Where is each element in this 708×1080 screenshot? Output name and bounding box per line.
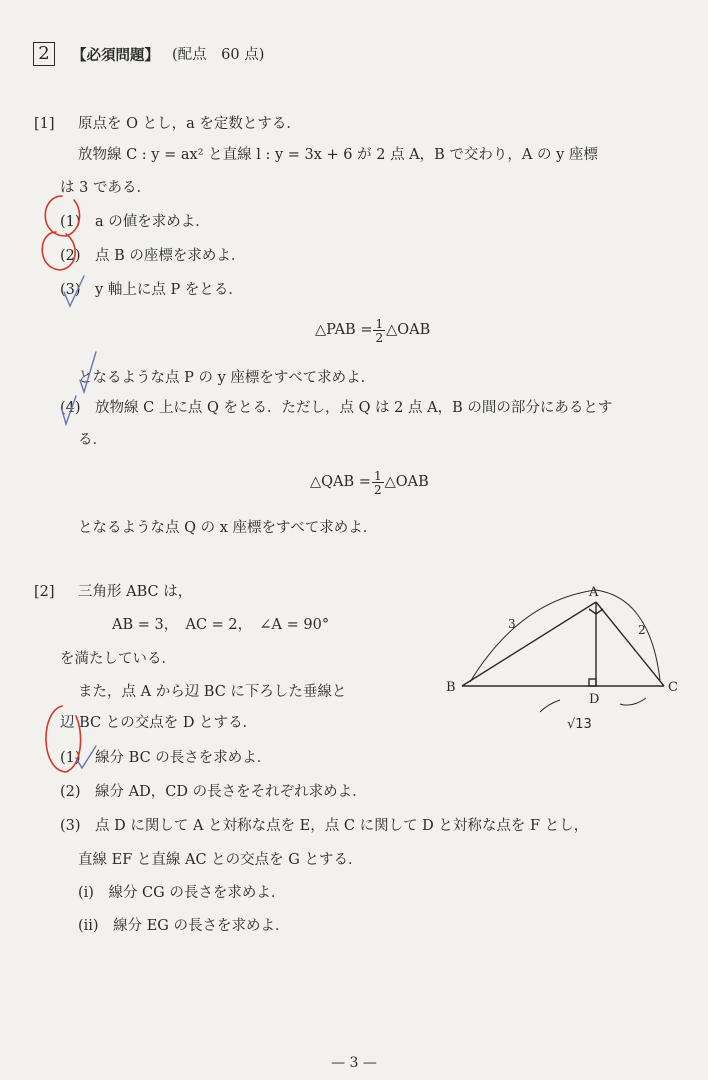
part2-qi: (i) 線分 CG の長さを求めよ．: [78, 885, 286, 901]
part2-qii: (ii) 線分 EG の長さを求めよ．: [78, 918, 290, 934]
part1-q3: (3) y 軸上に点 P をとる．: [60, 282, 243, 298]
check-mark-q3-tail: [80, 352, 96, 392]
part1-q4-line2: る．: [78, 432, 107, 448]
handwritten-sqrt13: √13: [567, 717, 592, 732]
label-c: C: [668, 680, 678, 695]
part1-intro3: は 3 である．: [60, 180, 151, 196]
red-circle-q2: [42, 232, 75, 270]
part2-intro3: また，点 A から辺 BC に下ろした垂線と: [78, 684, 347, 700]
eq3-denominator: 2: [375, 331, 384, 345]
check-mark-q3: [64, 276, 84, 306]
part2-q1: (1) 線分 BC の長さを求めよ．: [60, 750, 272, 766]
part1-q1: (1) a の値を求めよ．: [60, 214, 210, 230]
part1-intro2: 放物線 C : y = ax² と直線 l : y = 3x + 6 が 2 点 A，B で交わり，A の y 座標: [78, 147, 598, 163]
eq4-numerator: 1: [373, 469, 382, 483]
part2-intro2: を満たしている．: [60, 651, 176, 667]
label-ab-length: 3: [508, 617, 516, 631]
eq3-numerator: 1: [375, 317, 384, 331]
label-b: B: [446, 680, 456, 695]
page-number: — 3 —: [331, 1055, 377, 1071]
part1-q4-line1: (4) 放物線 C 上に点 Q をとる．ただし，点 Q は 2 点 A，B の間の部分にあるとす: [60, 400, 613, 416]
part1-intro1: 原点を O とし，a を定数とする．: [78, 116, 301, 132]
eq3-right: △OAB: [386, 322, 431, 339]
part2-cond: AB = 3， AC = 2， ∠A = 90°: [112, 617, 330, 633]
problem-title: 【必須問題】: [72, 47, 159, 64]
eq4-left: △QAB =: [310, 474, 371, 491]
eq4-right: △OAB: [384, 474, 429, 491]
label-d: D: [589, 692, 600, 707]
red-circle-q1: [45, 196, 79, 236]
eq3-left: △PAB =: [315, 322, 373, 339]
part2-q3-line2: 直線 EF と直線 AC との交点を G とする．: [78, 852, 363, 868]
part1-q4-tail: となるような点 Q の x 座標をすべて求めよ．: [78, 520, 378, 536]
check-mark-q4: [62, 396, 76, 424]
part2-label: [2]: [34, 584, 55, 600]
red-circle-part2-q1: [46, 706, 81, 772]
part2-q2: (2) 線分 AD，CD の長さをそれぞれ求めよ．: [60, 784, 367, 800]
part1-q2: (2) 点 B の座標を求めよ．: [60, 248, 246, 264]
problem-points: (配点 60 点): [172, 47, 265, 63]
part1-q3-tail: となるような点 P の y 座標をすべて求めよ．: [78, 370, 376, 386]
part2-q3-line1: (3) 点 D に関して A と対称な点を E，点 C に関して D と対称な点を F とし，: [60, 818, 589, 834]
problem-number: 2: [38, 43, 50, 64]
part1-label: [1]: [34, 116, 55, 132]
part2-intro1: 三角形 ABC は，: [78, 584, 193, 600]
eq4-denominator: 2: [373, 483, 382, 497]
part2-intro4: 辺 BC との交点を D とする．: [60, 715, 258, 731]
label-a: A: [589, 585, 599, 600]
label-ac-length: 2: [638, 623, 646, 637]
